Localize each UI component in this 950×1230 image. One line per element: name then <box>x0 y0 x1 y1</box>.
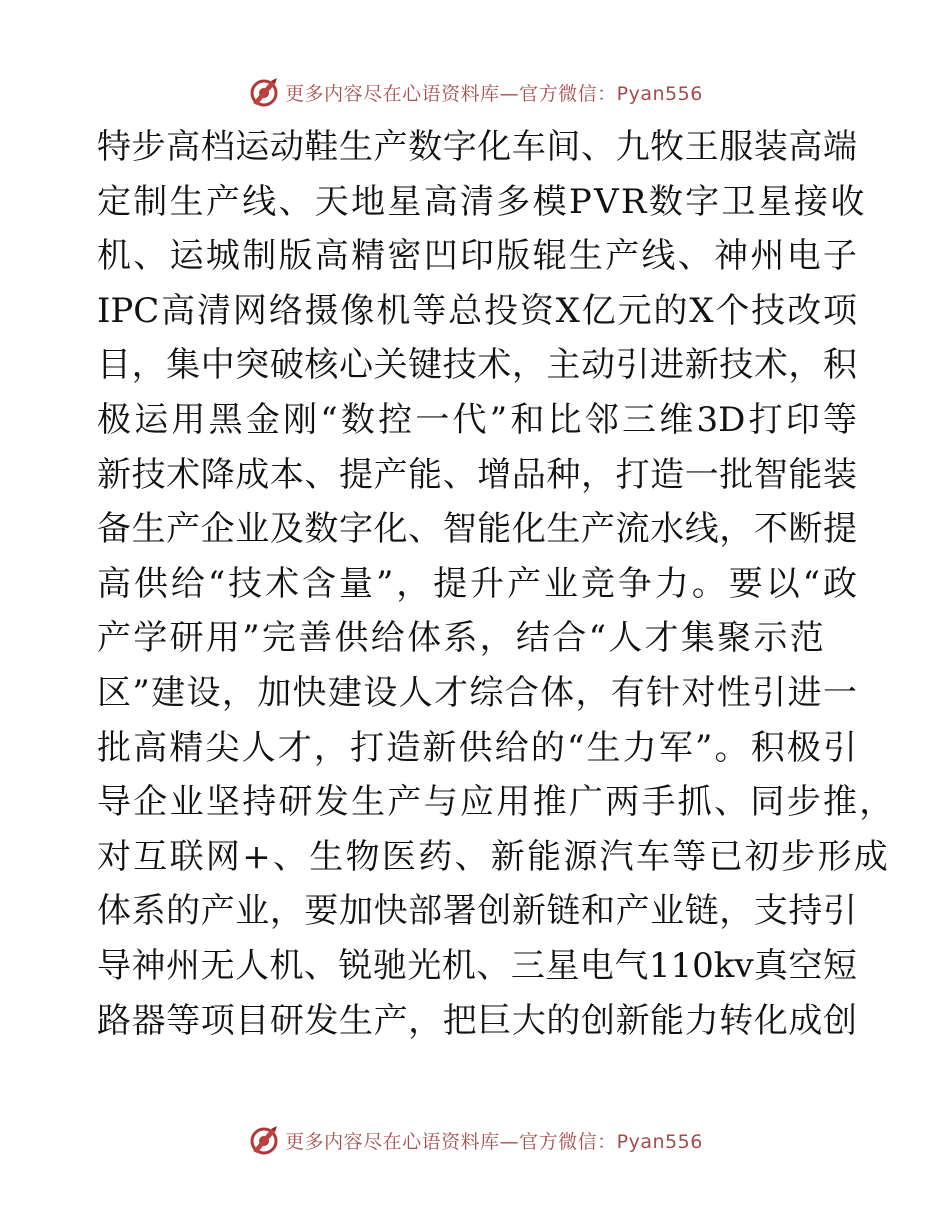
body-line: 路器等项目研发生产，把巨大的创新能力转化成创 <box>97 1000 857 1041</box>
seal-logo-icon <box>247 75 281 109</box>
seal-logo-icon <box>247 1123 281 1157</box>
body-line: 高供给“技术含量”，提升产业竞争力。要以“政 <box>97 563 857 604</box>
body-line: 区”建设，加快建设人才综合体，有针对性引进一 <box>97 672 857 713</box>
body-line: 新技术降成本、提产能、增品种，打造一批智能装 <box>97 454 857 495</box>
body-line: 批高精尖人才，打造新供给的“生力军”。积极引 <box>97 727 857 768</box>
footer-banner-text: 更多内容尽在心语资料库—官方微信：Pyan556 <box>285 1130 703 1153</box>
body-line: 目，集中突破核心关键技术，主动引进新技术，积 <box>97 345 857 386</box>
header-banner <box>0 72 950 112</box>
body-line: 导企业坚持研发生产与应用推广两手抓、同步推， <box>97 782 896 823</box>
footer-banner <box>0 1120 950 1160</box>
body-line: 特步高档运动鞋生产数字化车间、九牧王服装高端 <box>97 127 857 167</box>
body-line: 定制生产线、天地星高清多模PVR数字卫星接收 <box>97 181 867 222</box>
body-line: IPC高清网络摄像机等总投资X亿元的X个技改项 <box>97 290 857 331</box>
document-body <box>97 120 896 1048</box>
body-line: 备生产企业及数字化、智能化生产流水线，不断提 <box>97 509 857 550</box>
body-line: 极运用黑金刚“数控一代”和比邻三维3D打印等 <box>97 399 857 440</box>
body-line: 体系的产业，要加快部署创新链和产业链，支持引 <box>97 891 857 932</box>
body-line: 机、运城制版高精密凹印版辊生产线、神州电子 <box>97 236 857 277</box>
body-line: 对互联网+、生物医药、新能源汽车等已初步形成 <box>97 836 891 877</box>
body-line: 产学研用”完善供给体系，结合“人才集聚示范 <box>97 618 827 659</box>
header-banner-text: 更多内容尽在心语资料库—官方微信：Pyan556 <box>285 82 703 105</box>
body-line: 导神州无人机、锐驰光机、三星电气110kv真空短 <box>97 945 857 986</box>
